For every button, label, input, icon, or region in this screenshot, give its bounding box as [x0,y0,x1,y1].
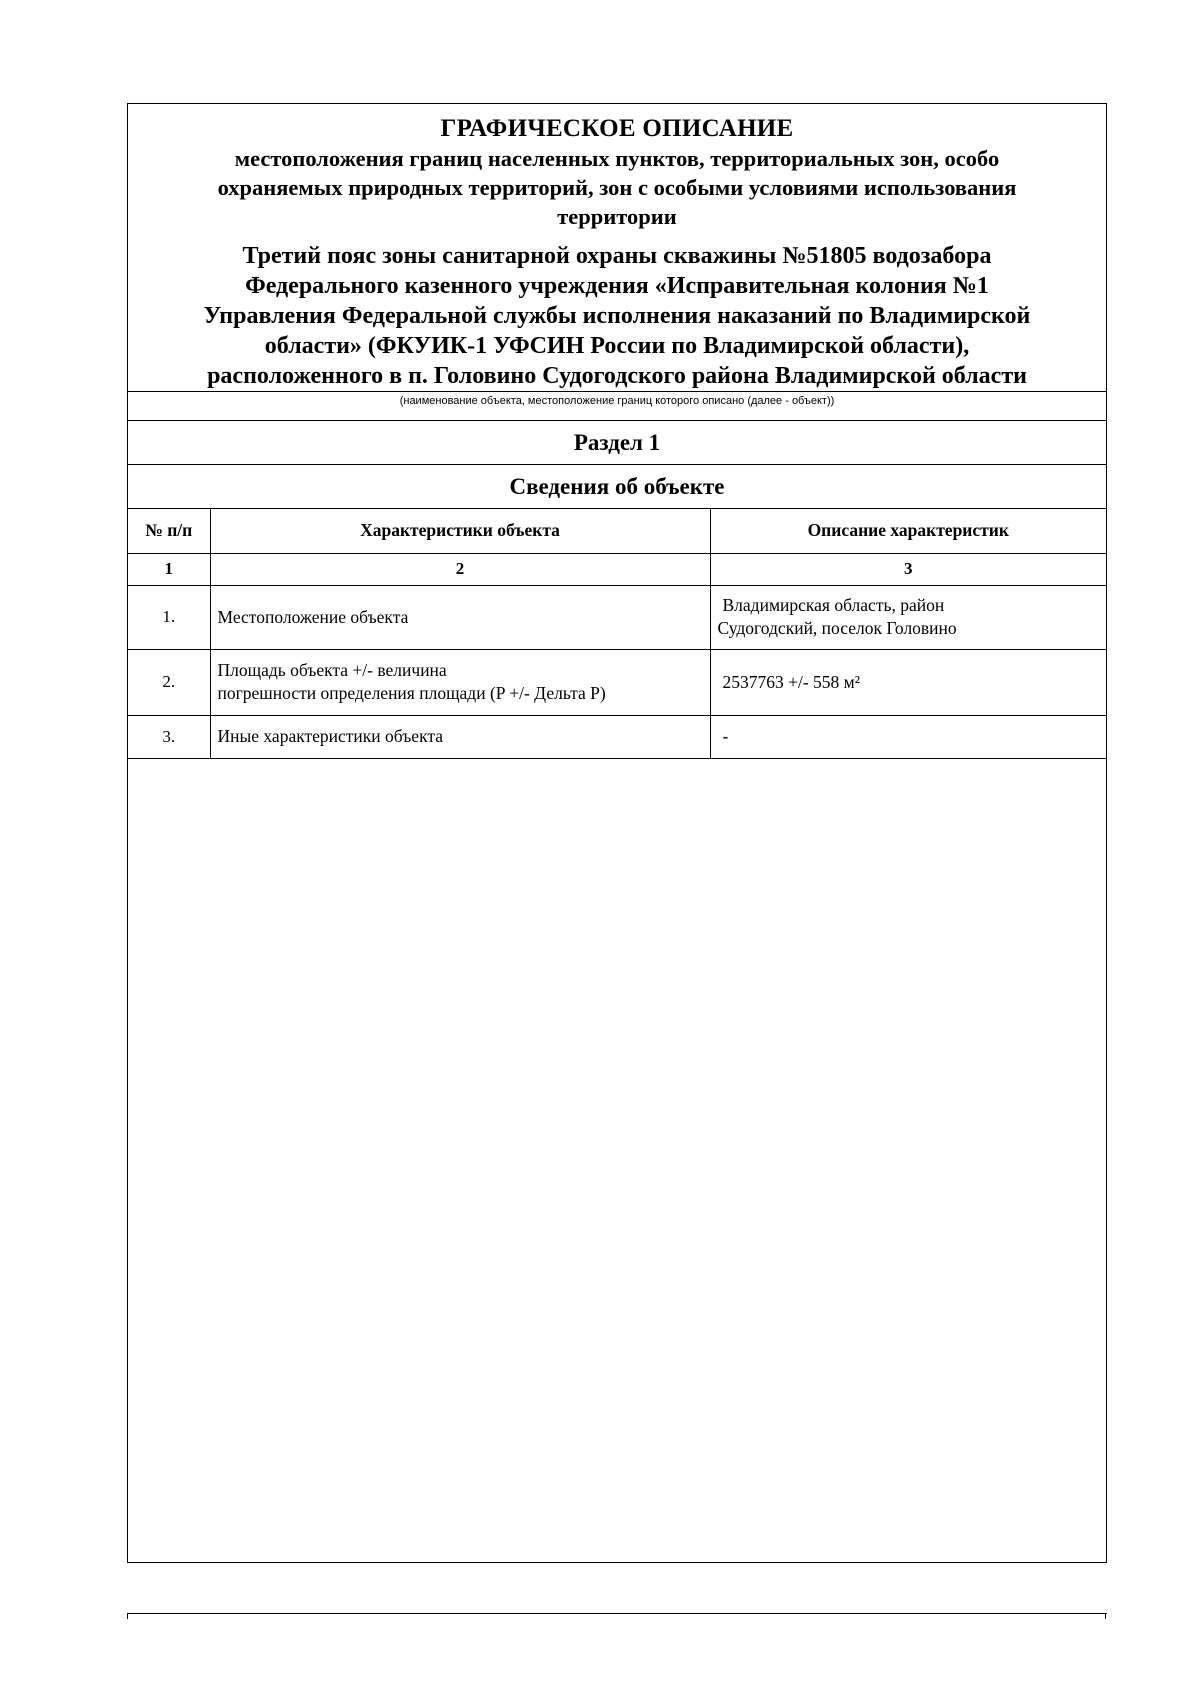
row-description [710,585,1106,649]
row-description [710,715,1106,758]
table-row [128,649,1106,715]
characteristic-line: погрешности определения площади (P +/- Дельта P) [217,683,606,703]
page-bottom-rule [127,1613,1107,1614]
row-characteristic [210,715,710,758]
table-header-row [128,509,1106,553]
characteristic-line: Иные характеристики объекта [217,726,443,746]
characteristic-line: Площадь объекта +/- величина [217,660,447,680]
subtitle-line: охраняемых природных территорий, зон с особыми условиями использования [217,175,1017,200]
object-name [136,241,1098,391]
description-line: Владимирская область, район [722,595,945,615]
object-name-line: области» (ФКУИК-1 УФСИН России по Владимирской области), [264,333,970,359]
document-title: ГРАФИЧЕСКОЕ ОПИСАНИЕ [440,115,794,142]
page-bottom-rule-tick [1105,1613,1106,1619]
section-subtitle: Сведения об объекте [128,465,1106,509]
table-row [128,585,1106,649]
row-description [710,649,1106,715]
column-number: 1 [128,553,210,585]
row-characteristic [210,585,710,649]
object-name-line: Третий пояс зоны санитарной охраны скважины №51805 водозабора [242,243,992,269]
object-info-table [128,509,1106,759]
row-number: 2. [128,649,210,715]
column-number: 3 [710,553,1106,585]
column-header-characteristic: Характеристики объекта [210,509,710,553]
page-bottom-rule-tick [127,1613,128,1619]
row-number: 3. [128,715,210,758]
column-header-description: Описание характеристик [710,509,1106,553]
document-frame [127,103,1107,1563]
table-row [128,715,1106,758]
object-name-line: расположенного в п. Головино Судогодского района Владимирской области [207,363,1027,389]
object-caption-row [128,391,1106,421]
characteristic-line: Местоположение объекта [217,606,409,627]
document-subtitle [136,144,1098,231]
column-number: 2 [210,553,710,585]
row-characteristic [210,649,710,715]
description-line: Судогодский, поселок Головино [717,618,957,638]
row-number: 1. [128,585,210,649]
object-name-line: Федерального казенного учреждения «Исправительная колония №1 [245,273,989,299]
document-header [128,104,1106,391]
description-line: 2537763 +/- 558 м² [722,671,861,692]
subtitle-line: местоположения границ населенных пунктов, территориальных зон, особо [234,146,1000,171]
column-number-row [128,553,1106,585]
object-caption: (наименование объекта, местоположение границ которого описано (далее - объект)) [399,395,835,407]
column-header-number: № п/п [128,509,210,553]
section-title: Раздел 1 [128,421,1106,465]
object-name-line: Управления Федеральной службы исполнения наказаний по Владимирской [203,303,1031,329]
subtitle-line: территории [557,204,677,229]
description-line: - [722,726,729,746]
